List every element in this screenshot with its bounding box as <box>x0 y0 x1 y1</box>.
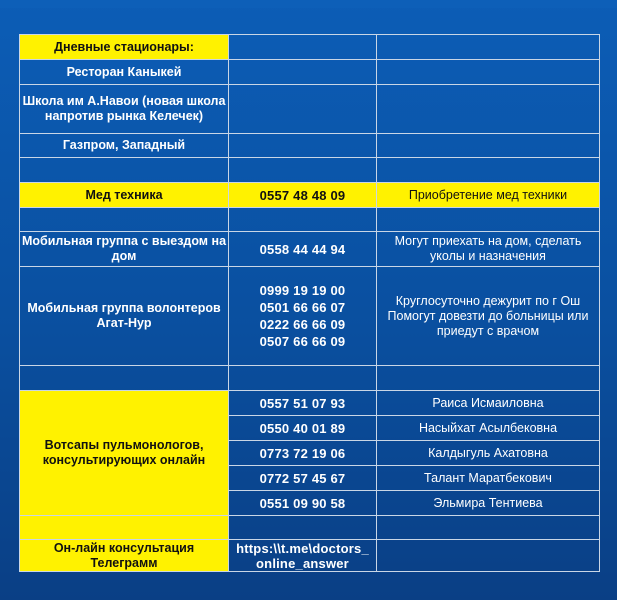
pulmonologist-phone[interactable]: 0551 09 90 58 <box>229 491 377 516</box>
telegram-link[interactable]: https:\\t.me\doctors_ online_answer <box>229 540 377 572</box>
volunteer-phone[interactable]: 0999 19 19 00 <box>259 283 346 298</box>
mobile-group-note: Могут приехать на дом, сделать уколы и назначения <box>377 232 600 267</box>
place-cell: Ресторан Каныкей <box>20 60 229 85</box>
mobile-group-row <box>20 232 600 267</box>
pulmonologist-phone[interactable]: 0557 51 07 93 <box>229 391 377 416</box>
pulmonologist-phone[interactable]: 0772 57 45 67 <box>229 466 377 491</box>
spacer-row <box>20 516 600 540</box>
med-equipment-note: Приобретение мед техники <box>377 183 600 208</box>
place-cell: Газпром, Западный <box>20 134 229 158</box>
spacer-row <box>20 208 600 232</box>
pulmonologists-label: Вотсапы пульмонологов, консультирующих онлайн <box>20 391 229 516</box>
pulmonologist-name: Насыйхат Асылбековна <box>377 416 600 441</box>
contacts-table <box>19 34 600 572</box>
place-cell: Школа им А.Навои (новая школа напротив рынка Келечек) <box>20 85 229 134</box>
day-hospitals-header: Дневные стационары: <box>20 35 229 60</box>
table-row <box>20 85 600 134</box>
mobile-group-phone[interactable]: 0558 44 44 94 <box>229 232 377 267</box>
pulmonologist-name: Калдыгуль Ахатовна <box>377 441 600 466</box>
top-border <box>0 0 617 8</box>
volunteers-label: Мобильная группа волонтеров Агат-Нур <box>20 267 229 366</box>
volunteer-phone[interactable]: 0507 66 66 09 <box>259 334 346 349</box>
table-row <box>20 35 600 60</box>
med-equipment-phone[interactable]: 0557 48 48 09 <box>229 183 377 208</box>
volunteer-phone[interactable]: 0501 66 66 07 <box>259 300 346 315</box>
volunteers-note: Круглосуточно дежурит по г Ош Помогут довезти до больницы или приедут с врачом <box>377 267 600 366</box>
pulmonologist-phone[interactable]: 0773 72 19 06 <box>229 441 377 466</box>
online-row <box>20 540 600 572</box>
volunteers-phones <box>229 267 377 366</box>
pulmonologist-name: Эльмира Тентиева <box>377 491 600 516</box>
med-equipment-row <box>20 183 600 208</box>
pulmonologist-name: Талант Маратбекович <box>377 466 600 491</box>
pulmonologist-phone[interactable]: 0550 40 01 89 <box>229 416 377 441</box>
volunteer-phone[interactable]: 0222 66 66 09 <box>259 317 346 332</box>
online-label: Он-лайн консультация Телеграмм <box>20 540 229 572</box>
spacer-row <box>20 158 600 183</box>
med-equipment-label: Мед техника <box>20 183 229 208</box>
table-row <box>20 60 600 85</box>
spacer-row <box>20 366 600 391</box>
pulmonologist-row <box>20 391 600 416</box>
mobile-group-label: Мобильная группа с выездом на дом <box>20 232 229 267</box>
table-row <box>20 134 600 158</box>
pulmonologist-name: Раиса Исмаиловна <box>377 391 600 416</box>
volunteers-row <box>20 267 600 366</box>
